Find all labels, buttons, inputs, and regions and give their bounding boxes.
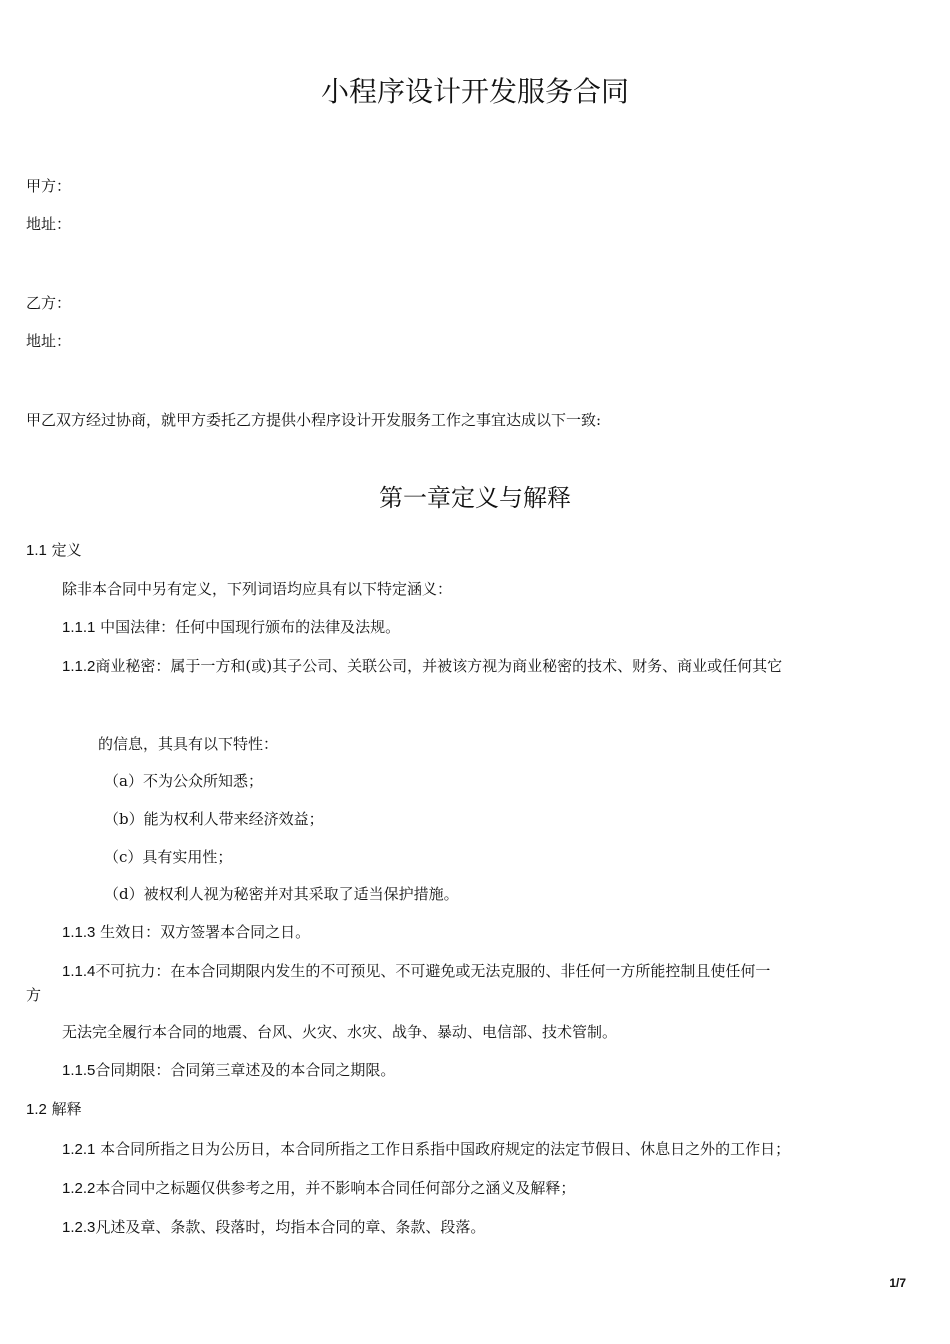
party-a-address-label: 地址： bbox=[26, 215, 72, 233]
clause-number: 1.1.1 bbox=[62, 619, 96, 636]
clause-text: 商业秘密：属于一方和(或)其子公司、关联公司，并被该方视为商业秘密的技术、财务、商业或任何其它 bbox=[95, 657, 783, 675]
clause-text: 本合同中之标题仅供参考之用，并不影响本合同任何部分之涵义及解释； bbox=[95, 1179, 576, 1197]
clause-number: 1.1.4 bbox=[62, 963, 96, 980]
subitem-a: （a）不为公众所知悉； bbox=[104, 772, 263, 790]
section-title: 解释 bbox=[51, 1100, 82, 1118]
clause-1-2-3 bbox=[62, 1216, 485, 1237]
clause-wrap: 方 bbox=[26, 986, 42, 1004]
preamble: 甲乙双方经过协商，就甲方委托乙方提供小程序设计开发服务工作之事宜达成以下一致: bbox=[26, 411, 602, 429]
clause-1-1-1 bbox=[62, 616, 400, 637]
section-number: 1.2 bbox=[26, 1101, 47, 1118]
clause-number: 1.1.3 bbox=[62, 924, 96, 941]
party-a-label: 甲方： bbox=[26, 177, 72, 195]
clause-number: 1.1.2 bbox=[62, 658, 96, 675]
section-heading bbox=[26, 1098, 82, 1119]
clause-1-1-2 bbox=[62, 655, 782, 676]
subitem-c: （c）具有实用性； bbox=[104, 848, 233, 866]
clause-1-2-1 bbox=[62, 1138, 790, 1159]
clause-text: 本合同所指之日为公历日，本合同所指之工作日系指中国政府规定的法定节假日、休息日之外的工作日； bbox=[95, 1140, 791, 1158]
clause-1-1-4 bbox=[62, 960, 770, 981]
clause-text: 中国法律：任何中国现行颁布的法律及法规。 bbox=[95, 618, 401, 636]
party-b-address-label: 地址： bbox=[26, 332, 72, 350]
clause-number: 1.2.3 bbox=[62, 1219, 96, 1236]
page-number: 1/7 bbox=[889, 1276, 906, 1290]
clause-continuation: 的信息，其具有以下特性： bbox=[98, 735, 279, 753]
clause-text: 合同期限：合同第三章述及的本合同之期限。 bbox=[95, 1061, 396, 1079]
clause-1-2-2 bbox=[62, 1177, 575, 1198]
chapter-title: 第一章定义与解释 bbox=[379, 484, 571, 512]
section-heading bbox=[26, 539, 82, 560]
section-number: 1.1 bbox=[26, 542, 47, 559]
clause-number: 1.2.2 bbox=[62, 1180, 96, 1197]
section-intro: 除非本合同中另有定义，下列词语均应具有以下特定涵义： bbox=[62, 580, 453, 598]
clause-number: 1.2.1 bbox=[62, 1141, 96, 1158]
clause-text: 凡述及章、条款、段落时，均指本合同的章、条款、段落。 bbox=[95, 1218, 486, 1236]
document-title: 小程序设计开发服务合同 bbox=[320, 75, 629, 108]
clause-1-1-3 bbox=[62, 921, 310, 942]
subitem-b: （b）能为权利人带来经济效益； bbox=[104, 810, 324, 828]
clause-number: 1.1.5 bbox=[62, 1062, 96, 1079]
clause-text: 不可抗力：在本合同期限内发生的不可预见、不可避免或无法克服的、非任何一方所能控制且使任何一 bbox=[95, 962, 771, 980]
section-title: 定义 bbox=[51, 541, 82, 559]
clause-1-1-4-continuation: 无法完全履行本合同的地震、台风、火灾、水灾、战争、暴动、电信部、技术管制。 bbox=[62, 1023, 618, 1041]
subitem-d: （d）被权利人视为秘密并对其采取了适当保护措施。 bbox=[104, 885, 459, 903]
clause-text: 生效日：双方签署本合同之日。 bbox=[95, 923, 311, 941]
clause-1-1-5 bbox=[62, 1059, 395, 1080]
party-b-label: 乙方： bbox=[26, 294, 72, 312]
